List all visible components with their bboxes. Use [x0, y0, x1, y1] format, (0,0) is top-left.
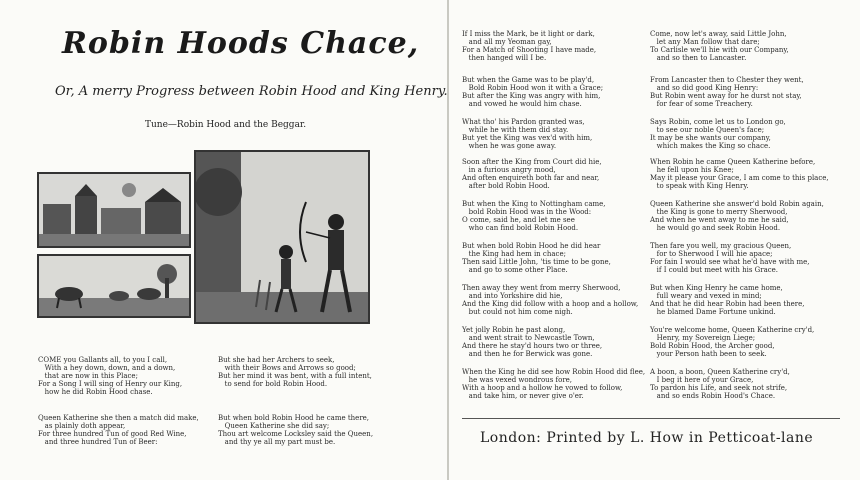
woodcut-town	[37, 172, 191, 248]
woodcut-archers-art	[196, 152, 368, 322]
verse-mid-6: But when bold Robin Hood he did hear the King had hem in chace; Then said Little John, 'tis time to be gone, and go to some other Place.	[462, 242, 611, 274]
ballad-subtitle: Or, A merry Progress between Robin Hood and King Henry.	[55, 84, 448, 99]
verse-left-4: But when bold Robin Hood he came there, Queen Katherine she did say; Thou art welcome Locksley said the Queen, and thy ye all my part must be.	[218, 414, 374, 446]
verse-right-7: But when King Henry he came home, full weary and vexed in mind; And that he did hear Robin had been there, he blamed Dame Fortune unkind.	[650, 284, 805, 316]
verse-mid-2: But when the Game was to be play'd, Bold Robin Hood won it with a Grace; But after the King was angry with him, and vowed he would him chase.	[462, 76, 604, 108]
tune-line: Tune—Robin Hood and the Beggar.	[145, 120, 307, 130]
verse-right-9: A boon, a boon, Queen Katherine cry'd, I beg it here of your Grace, To pardon his Life, and seek not strife, and so ends Robin Hood's Chace.	[650, 368, 790, 400]
verse-right-6: Then fare you well, my gracious Queen, for to Sherwood I will hie apace; For fain I would see what he'd have with me, if I could but meet with his Grace.	[650, 242, 810, 274]
ballad-title: Robin Hoods Chace,	[62, 26, 420, 61]
verse-right-5: Queen Katherine she answer'd bold Robin again, the King is gone to merry Sherwood, And when he went away to me he said, he would go and seek Robin Hood.	[650, 200, 824, 232]
verse-right-8: You're welcome home, Queen Katherine cry'd, Henry, my Sovereign Liege; Bold Robin Hood, the Archer good, your Person hath been to seek.	[650, 326, 815, 358]
verse-mid-4: Soon after the King from Court did hie, in a furious angry mood, And often enquireth both far and near, after bold Robin Hood.	[462, 158, 602, 190]
verse-left-2: But she had her Archers to seek, with their Bows and Arrows so good; But her mind it was bent, with a full intent, to send for bold Robin Hood.	[218, 356, 372, 388]
verse-mid-3: What tho' his Pardon granted was, while he with them did stay. But yet the King was vex'd with him, when he was gone away.	[462, 118, 593, 150]
woodcut-town-art	[39, 174, 189, 246]
verse-left-3: Queen Katherine she then a match did make, as plainly doth appear, For three hundred Tun of good Red Wine, and three hundred Tun of Beer:	[38, 414, 199, 446]
woodcut-hunt-art	[39, 256, 189, 316]
imprint-rule	[462, 418, 840, 419]
verse-mid-7: Then away they went from merry Sherwood, and into Yorkshire did hie, And the King did follow with a hoop and a hollow, but could not him come nigh.	[462, 284, 639, 316]
verse-left-1: COME you Gallants all, to you I call, With a hey down, down, and a down, that are now in this Place; For a Song I will sing of Henry our King, how he did Robin Hood chase.	[38, 356, 183, 396]
verse-mid-1: If I miss the Mark, be it light or dark, and all my Yeoman gay, For a Match of Shooting I have made, then hanged will I be.	[462, 30, 597, 62]
woodcut-archers	[194, 150, 370, 324]
verse-mid-8: Yet jolly Robin he past along, and went strait to Newcastle Town, And there he stay'd hours two or three, and then he for Berwick was gone.	[462, 326, 603, 358]
verse-right-1: Come, now let's away, said Little John, let any Man follow that dare; To Carlisle we'll hie with our Company, and so then to Lancaster.	[650, 30, 789, 62]
page-fold	[447, 0, 449, 480]
printer-imprint: London: Printed by L. How in Petticoat-lane	[480, 430, 814, 446]
verse-mid-9: When the King he did see how Robin Hood did flee, he was vexed wondrous fore, With a hoop and a hollow he vowed to follow, and take him, or never give o'er.	[462, 368, 646, 400]
woodcut-hunt	[37, 254, 191, 318]
verse-right-4: When Robin he came Queen Katherine before, he fell upon his Knee; May it please your Grace, I am come to this place, to speak with King Henry.	[650, 158, 829, 190]
verse-right-3: Says Robin, come let us to London go, to see our noble Queen's face; It may be she wants our company, which makes the King so chace.	[650, 118, 786, 150]
verse-mid-5: But when the King to Nottingham came, bold Robin Hood was in the Wood: O come, said he, and let me see who can find bold Robin Hood.	[462, 200, 606, 232]
verse-right-2: From Lancaster then to Chester they went, and so did good King Henry: But Robin went away for he durst not stay, for fear of some Treachery.	[650, 76, 804, 108]
